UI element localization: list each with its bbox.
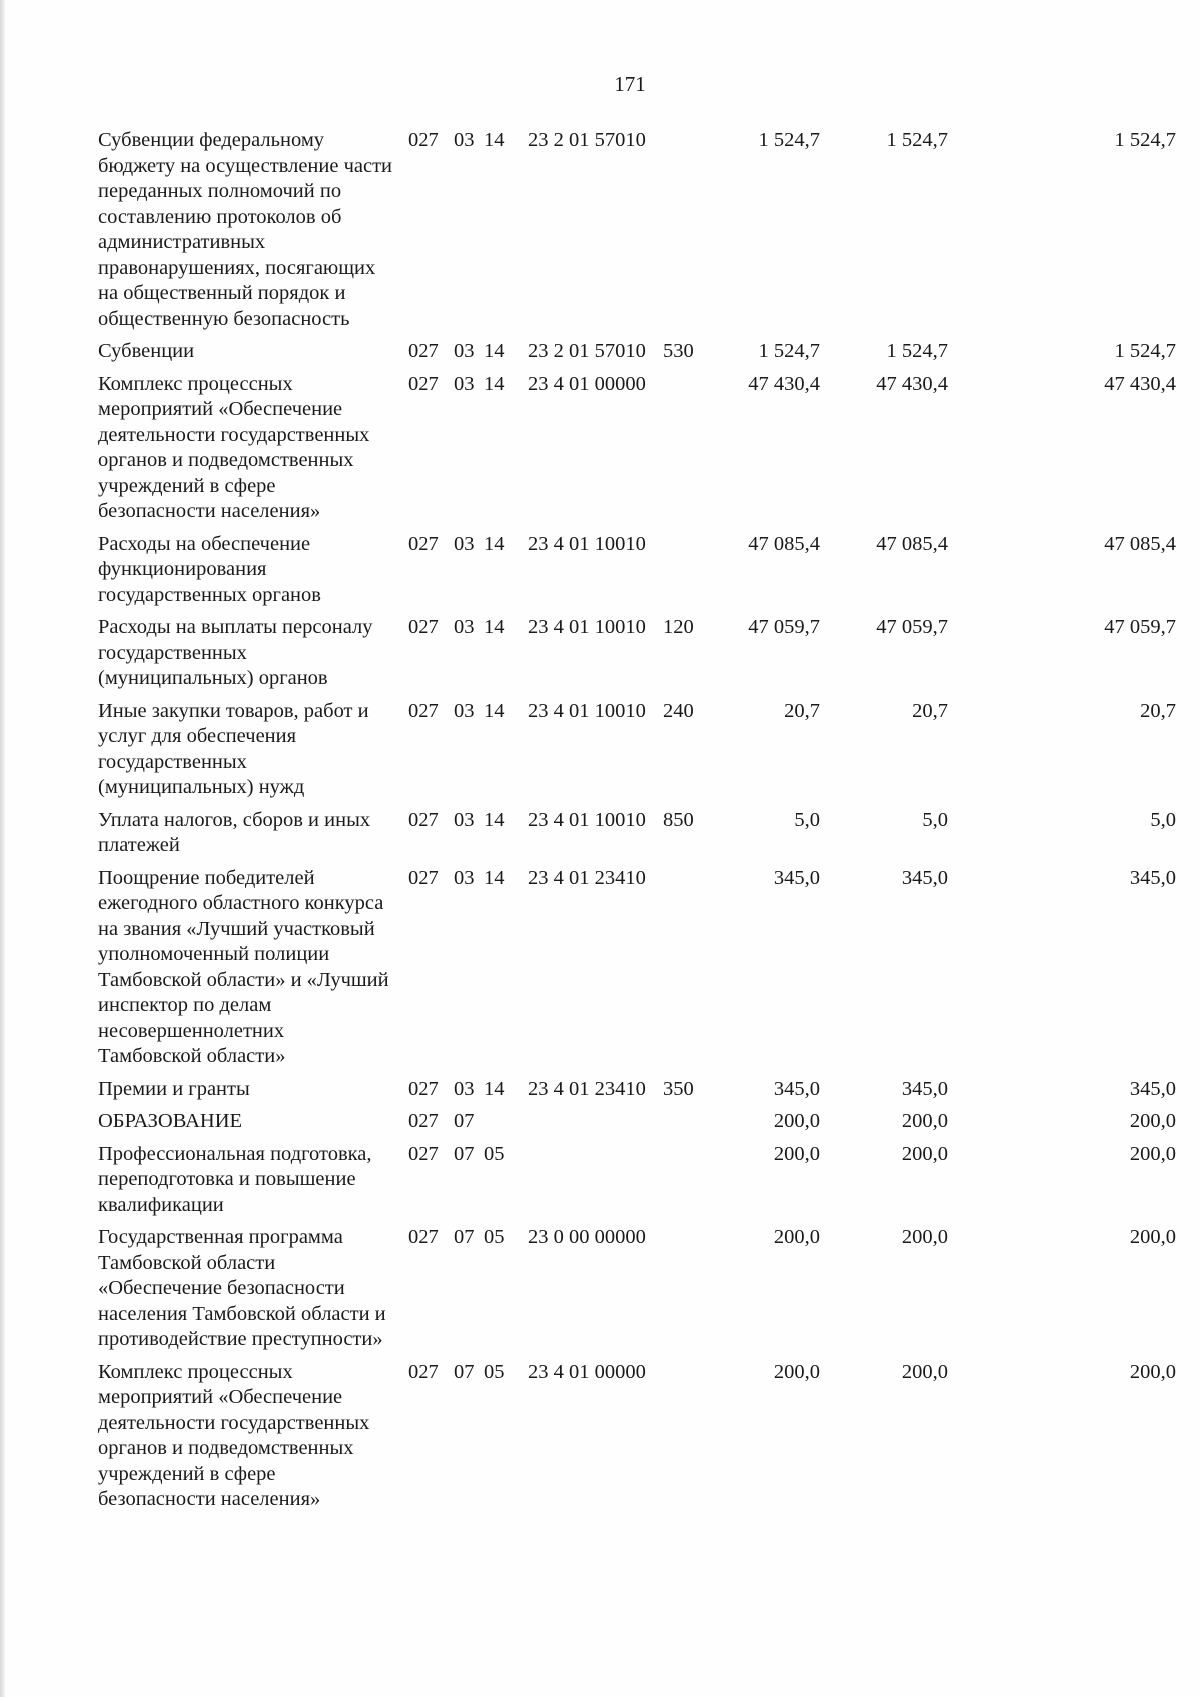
amount-year-2: 200,0 [901,1226,948,1248]
amount-year-1: 1 524,7 [758,340,820,362]
amount-year-3: 345,0 [1129,866,1176,889]
amount-year-1: 200,0 [773,1226,820,1248]
amount-year-1: 47 430,4 [748,372,820,395]
amount-year-3: 20,7 [1140,699,1176,722]
amount-year-2: 200,0 [901,1142,948,1165]
admin-code: 027 [408,616,439,638]
admin-code: 027 [408,1226,439,1248]
amount-year-3: 5,0 [1150,808,1176,831]
section-code: 07 [454,1360,475,1383]
target-article-code: 23 4 01 10010 [528,616,646,638]
subsection-code: 05 [484,1360,505,1383]
amount-year-1: 345,0 [773,1077,820,1100]
subsection-code: 14 [484,340,505,362]
target-article-code: 23 2 01 57010 [528,129,646,151]
subsection-code: 14 [484,616,505,638]
admin-code: 027 [408,340,439,362]
amount-year-2: 47 085,4 [876,532,948,555]
amount-year-2: 5,0 [922,808,948,831]
amount-year-3: 47 059,7 [1104,616,1176,638]
amount-year-3: 200,0 [1129,1110,1176,1132]
amount-year-2: 345,0 [901,1077,948,1100]
admin-code: 027 [408,1142,439,1165]
table-row [98,372,1176,532]
admin-code: 027 [408,808,439,831]
table-row [98,1225,1176,1360]
target-article-code: 23 0 00 00000 [528,1226,646,1248]
row-name: Уплата налогов, сборов и иных платежей [98,808,371,856]
admin-code: 027 [408,129,439,151]
subsection-code: 05 [484,1142,505,1165]
admin-code: 027 [408,1360,439,1383]
page-number: 171 [614,72,646,96]
section-code: 03 [454,808,475,831]
expense-type-code: 530 [663,340,694,362]
section-code: 03 [454,340,475,362]
amount-year-1: 47 059,7 [748,616,820,638]
target-article-code: 23 4 01 00000 [528,1360,646,1383]
row-name: Профессиональная подготовка, переподготовка и повышение квалификации [98,1142,372,1216]
row-name: Поощрение победителей ежегодного областного конкурса на звания «Лучший участковый уполномоченный полиции Тамбовской области» и «Лучший инспектор по делам несовершеннолетних Тамбовской области» [98,866,389,1067]
row-name: Расходы на выплаты персоналу государственных (муниципальных) органов [98,616,373,689]
row-name: ОБРАЗОВАНИЕ [98,1110,243,1132]
amount-year-1: 345,0 [773,866,820,889]
amount-year-1: 20,7 [784,699,820,722]
section-code: 03 [454,699,475,722]
table-row [98,1142,1176,1226]
subsection-code: 14 [484,1077,505,1100]
subsection-code: 14 [484,808,505,831]
amount-year-1: 200,0 [773,1360,820,1383]
admin-code: 027 [408,1077,439,1100]
section-code: 03 [454,1077,475,1100]
amount-year-3: 47 085,4 [1104,532,1176,555]
amount-year-1: 47 085,4 [748,532,820,555]
subsection-code: 14 [484,699,505,722]
subsection-code: 14 [484,129,505,151]
amount-year-3: 200,0 [1129,1360,1176,1383]
target-article-code: 23 4 01 23410 [528,866,646,889]
row-name: Комплекс процессных мероприятий «Обеспечение деятельности государственных органов и подведомственных учреждений в сфере безопасности населения» [98,372,370,522]
amount-year-1: 1 524,7 [758,129,820,151]
amount-year-3: 1 524,7 [1114,340,1176,362]
amount-year-2: 47 059,7 [876,616,948,638]
admin-code: 027 [408,866,439,889]
amount-year-2: 345,0 [901,866,948,889]
expense-type-code: 350 [663,1077,694,1100]
table-row [98,615,1176,699]
target-article-code: 23 2 01 57010 [528,340,646,362]
table-row [98,808,1176,866]
row-name: Субвенции федеральному бюджету на осуществление части переданных полномочий по составлению протоколов об административных правонарушениях, посягающих на общественный порядок и общественную безопасность [98,129,393,330]
budget-table [98,128,1176,1520]
row-name: Расходы на обеспечение функционирования государственных органов [98,532,321,606]
section-code: 07 [454,1142,475,1165]
target-article-code: 23 4 01 10010 [528,532,646,555]
amount-year-3: 345,0 [1129,1077,1176,1100]
admin-code: 027 [408,699,439,722]
amount-year-1: 5,0 [794,808,820,831]
section-code: 03 [454,129,475,151]
amount-year-2: 200,0 [901,1110,948,1132]
admin-code: 027 [408,532,439,555]
table-row [98,532,1176,616]
target-article-code: 23 4 01 10010 [528,808,646,831]
subsection-code: 14 [484,866,505,889]
table-row [98,1360,1176,1520]
scan-edge [0,0,5,1697]
row-name: Комплекс процессных мероприятий «Обеспечение деятельности государственных органов и подведомственных учреждений в сфере безопасности населения» [98,1360,370,1510]
row-name: Премии и гранты [98,1077,250,1100]
amount-year-2: 20,7 [912,699,948,722]
row-name: Государственная программа Тамбовской области «Обеспечение безопасности населения Тамбовской области и противодействие преступности» [98,1226,386,1350]
admin-code: 027 [408,1110,439,1132]
amount-year-3: 1 524,7 [1114,129,1176,151]
section-code: 07 [454,1110,475,1132]
table-row [98,339,1176,372]
amount-year-3: 200,0 [1129,1142,1176,1165]
amount-year-1: 200,0 [773,1142,820,1165]
section-code: 03 [454,532,475,555]
amount-year-2: 1 524,7 [886,129,948,151]
amount-year-2: 200,0 [901,1360,948,1383]
amount-year-3: 47 430,4 [1104,372,1176,395]
subsection-code: 05 [484,1226,505,1248]
admin-code: 027 [408,372,439,395]
table-row [98,866,1176,1077]
section-code: 07 [454,1226,475,1248]
amount-year-2: 1 524,7 [886,340,948,362]
subsection-code: 14 [484,372,505,395]
expense-type-code: 850 [663,808,694,831]
section-code: 03 [454,616,475,638]
section-code: 03 [454,372,475,395]
table-row [98,128,1176,339]
target-article-code: 23 4 01 23410 [528,1077,646,1100]
subsection-code: 14 [484,532,505,555]
expense-type-code: 240 [663,699,694,722]
table-row [98,1109,1176,1142]
table-row [98,699,1176,808]
section-code: 03 [454,866,475,889]
expense-type-code: 120 [663,616,694,638]
amount-year-1: 200,0 [773,1110,820,1132]
row-name: Иные закупки товаров, работ и услуг для обеспечения государственных (муниципальных) нужд [98,699,369,798]
amount-year-2: 47 430,4 [876,372,948,395]
target-article-code: 23 4 01 00000 [528,372,646,395]
amount-year-3: 200,0 [1129,1226,1176,1248]
row-name: Субвенции [98,340,195,362]
table-row [98,1077,1176,1110]
target-article-code: 23 4 01 10010 [528,699,646,722]
